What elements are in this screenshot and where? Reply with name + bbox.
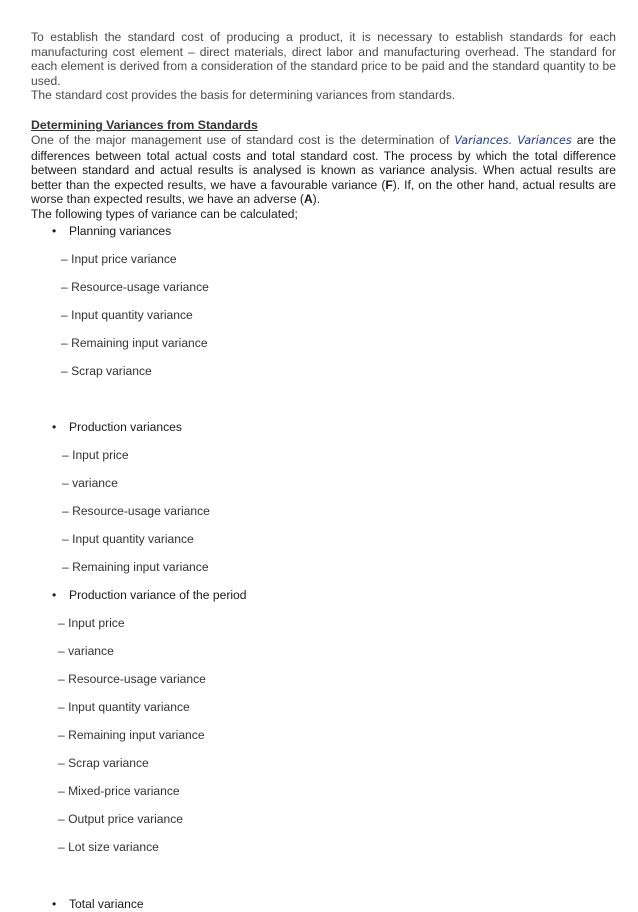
text-c: are the differences between total actual costs and total standard cost. The process by which the total difference between standard and actual results is analysed is known as variance analysis. When actual results are better than the expected results, we have a favourable variance (	[31, 132, 616, 192]
list-item: – Lot size variance	[58, 839, 159, 854]
list-item: – Remaining input variance	[62, 559, 209, 574]
bullet-dot: •	[52, 223, 57, 238]
bullet-label: Total variance	[69, 896, 144, 911]
list-item: – Input quantity variance	[61, 307, 193, 322]
bullet-production-variance-period	[31, 588, 616, 603]
list-item: – Output price variance	[58, 811, 184, 826]
list-item: – Input price	[62, 447, 129, 462]
list-item: – Remaining input variance	[58, 727, 205, 742]
types-intro: The following types of variance can be calculated;	[31, 206, 298, 221]
variances-paragraph	[31, 133, 616, 207]
list-item: – Mixed-price variance	[58, 783, 180, 798]
basis-paragraph: The standard cost provides the basis for determining variances from standards.	[31, 88, 456, 103]
list-item: – Input quantity variance	[58, 699, 190, 714]
favourable-code: F	[385, 177, 393, 192]
adverse-code: A	[303, 192, 313, 207]
bullet-total-variance	[31, 897, 616, 912]
bullet-dot: •	[52, 587, 57, 602]
document-page	[31, 30, 616, 912]
list-item: – Input price variance	[61, 251, 177, 266]
list-item: – variance	[58, 643, 114, 658]
text-a: One of the major management use of standard cost is the determination of	[31, 132, 455, 147]
list-item: – Resource-usage variance	[61, 279, 209, 294]
bullet-dot: •	[52, 896, 57, 911]
text-e: ).	[312, 192, 321, 207]
list-item: – Resource-usage variance	[58, 671, 206, 686]
list-item: – Input quantity variance	[62, 531, 194, 546]
bullet-label: Production variances	[69, 419, 182, 434]
list-item: – Input price	[58, 615, 125, 630]
list-item: – Remaining input variance	[61, 335, 208, 350]
bullet-label: Planning variances	[69, 223, 172, 238]
list-item: – variance	[62, 475, 118, 490]
term-variances-2: Variances	[517, 133, 572, 147]
section-heading: Determining Variances from Standards	[31, 117, 258, 132]
bullet-production-variances	[31, 420, 616, 435]
list-item: – Scrap variance	[58, 755, 149, 770]
text-d: ). If, on the other hand, actual results are worse than expected results, we have an adverse (	[31, 177, 616, 207]
term-variances: Variances	[454, 133, 509, 147]
bullet-dot: •	[52, 419, 57, 434]
list-item: – Resource-usage variance	[62, 503, 210, 518]
intro-paragraph: To establish the standard cost of producing a product, it is necessary to establish standards for each manufacturing cost element – direct materials, direct labor and manufacturing overhead. The standard for each element is derived from a consideration of the standard price to be paid and the standard quantity to be used.	[31, 30, 616, 88]
bullet-planning-variances	[31, 224, 616, 239]
list-item: – Scrap variance	[61, 363, 152, 378]
bullet-label: Production variance of the period	[69, 587, 247, 602]
term-separator: .	[508, 133, 518, 147]
